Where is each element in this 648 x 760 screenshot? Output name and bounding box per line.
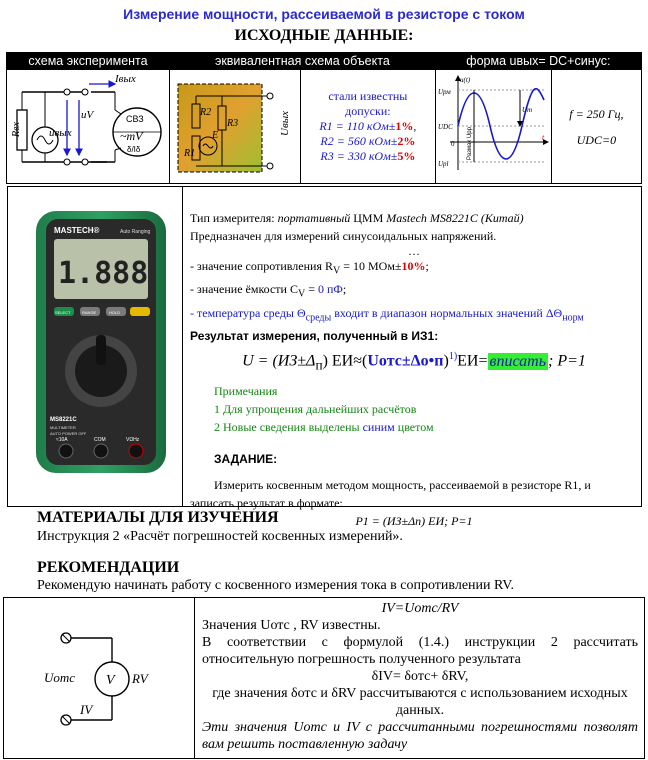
e-label: E [212, 130, 219, 141]
result-formula: $U = (ИЗ\pm\Delta_п)$ ЕИ≈(Uотс±Δо•п)$^{1)}$ЕИ= вписать ; P=1 [242, 351, 586, 373]
u-t-label: u(t) [459, 76, 470, 84]
rec-formula: IV=Uотс/RV [381, 601, 459, 616]
u-dc-axis-label: UDC [437, 123, 453, 131]
u-pl-label: Uрl [437, 160, 449, 168]
r3-label: R3 [227, 118, 239, 129]
btn-range: RANGE [82, 310, 97, 315]
recommendation-circuit [44, 626, 174, 738]
udc-value: UDC=0 [576, 132, 617, 147]
meter-top-label: СВЗ [126, 114, 144, 124]
rec-line-3: где значения δотс и δRV рассчитываются с использованием исходных данных. [212, 686, 628, 718]
btn-select: SELECT [55, 310, 71, 315]
sub1-label: MULTIMETER [50, 425, 76, 430]
u-pm-label: Uрм [437, 88, 451, 96]
model-small-label: Auto Ranging [120, 229, 151, 235]
brand-label: MASTECH® [54, 226, 100, 235]
fill-in-field[interactable]: вписать [489, 352, 546, 370]
i-out-label: Iвых [115, 73, 136, 85]
model-label: MS8221C [50, 417, 77, 423]
instrument-text [190, 209, 638, 530]
task-formula: P1 = (ИЗ±Δп) ЕИ; P=1 [355, 513, 473, 528]
meter-bot-label: δ/Iδ [127, 145, 141, 154]
rec-line-4: Эти значения Uотс и IV с рассчитанными погрешностями позволят вам решить поставленную задачу [202, 720, 638, 752]
materials-heading: МАТЕРИАЛЫ ДЛЯ ИЗУЧЕНИЯ [37, 509, 279, 526]
tolerance-r2: R2 = 560 кОм±2% [320, 134, 416, 148]
initial-data-heading: ИСХОДНЫЕ ДАННЫЕ: [234, 27, 414, 44]
r-in-label: Rвх [11, 122, 22, 137]
tolerances-intro-2: допуски: [345, 104, 391, 118]
jack3-label: VΩHz [126, 437, 140, 443]
rec-line-1: Значения Uотс , RV известны. [202, 618, 381, 633]
note-1: 1 Для упрощения дальнейших расчётов [214, 401, 417, 416]
materials-text: Инструкция 2 «Расчёт погрешностей косвенных измерений». [37, 529, 403, 544]
experiment-scheme-cell [7, 70, 170, 184]
tolerance-r1: R1 = 110 кОм±1%, [319, 119, 417, 133]
instrument-purpose: Предназначен для измерений синусоидальных напряжений. [190, 229, 497, 243]
zero-label: 0 [450, 140, 455, 148]
page-title: Измерение мощности, рассеиваемой в резисторе с током [123, 6, 525, 22]
r2-label: R2 [200, 107, 212, 118]
jack1-label: ≈10A [56, 437, 68, 443]
header-experiment-scheme: схема эксперимента [7, 53, 170, 70]
environment-value: - температура среды $\Theta_{среды}$ входит в диапазон нормальных значений $\Delta\Theta_{норм}$ [190, 305, 584, 324]
u-v-label: uV [81, 109, 94, 121]
u-out-equiv-label: Uвых [279, 110, 291, 136]
initial-data-table [6, 52, 642, 184]
rec-line-2: В соответствии с формулой (1.4.) инструкции 2 рассчитать относительную погрешность полученного результата [202, 635, 638, 667]
size-label: Размах Uрр [466, 127, 473, 160]
resistance-value: - значение сопротивления $R_V = 10$ МОм±10%; [190, 259, 429, 277]
equivalent-scheme-cell [170, 70, 301, 184]
multimeter-image [36, 211, 166, 473]
header-waveform: форма uвых= DC+синус: [435, 53, 641, 70]
big-u-label: Uт [521, 106, 532, 114]
recommendations-heading: РЕКОМЕНДАЦИИ [37, 559, 180, 576]
t-label: t [541, 133, 544, 142]
result-heading: Результат измерения, полученный в ИЗ1: [190, 329, 439, 344]
ellipsis: … [408, 244, 420, 258]
header-equivalent-scheme: эквивалентная схема объекта [170, 53, 436, 70]
tolerance-r3: R3 = 330 кОм±5% [320, 149, 416, 163]
frequency-value: f = 250 Гц, [569, 106, 624, 121]
v-label: V [106, 673, 115, 688]
task-heading: ЗАДАНИЕ: [214, 451, 278, 466]
recommendations-text: Рекомендую начинать работу с косвенного измерения тока в сопротивлении RV. [37, 578, 515, 593]
r1-label: R1 [184, 148, 196, 159]
u-otc-label: Uотс [44, 670, 76, 685]
equivalent-scheme-diagram [170, 70, 300, 178]
notes-title: Примечания [214, 383, 278, 398]
jack2-label: COM [94, 437, 106, 443]
note-2: 2 Новые сведения выделены синим цветом [214, 419, 434, 434]
capacitance-value: - значение ёмкости $C_V = 0$ пФ; [190, 282, 347, 300]
display-digits: 1.888 [58, 256, 149, 291]
tolerances-cell [301, 70, 436, 184]
task-text-1: Измерить косвенным методом мощность, рассеиваемой в резисторе R1, и [214, 477, 591, 492]
i-v-label: IV [80, 702, 93, 717]
tolerances-intro-1: стали известны [328, 89, 408, 103]
r-v-label: RV [132, 671, 148, 686]
waveform-cell [435, 70, 551, 184]
experiment-scheme-diagram [7, 70, 169, 178]
meter-mid-label: ~mV [120, 129, 143, 143]
sub2-label: AUTO POWER OFF [50, 431, 87, 436]
instrument-type: Тип измерителя: портативный ЦММ Mastech MS8221C (Китай) [190, 211, 524, 225]
params-cell [551, 70, 641, 184]
recommendation-text [202, 600, 638, 753]
waveform-diagram [436, 70, 551, 178]
task-text-2: записать результат в формате: [190, 495, 343, 510]
recommendation-box [3, 597, 645, 759]
btn-hold: HOLD [109, 310, 121, 315]
rec-formula-2: δIV= δотс+ δRV, [371, 669, 469, 684]
u-out-label: uвых [49, 127, 72, 139]
